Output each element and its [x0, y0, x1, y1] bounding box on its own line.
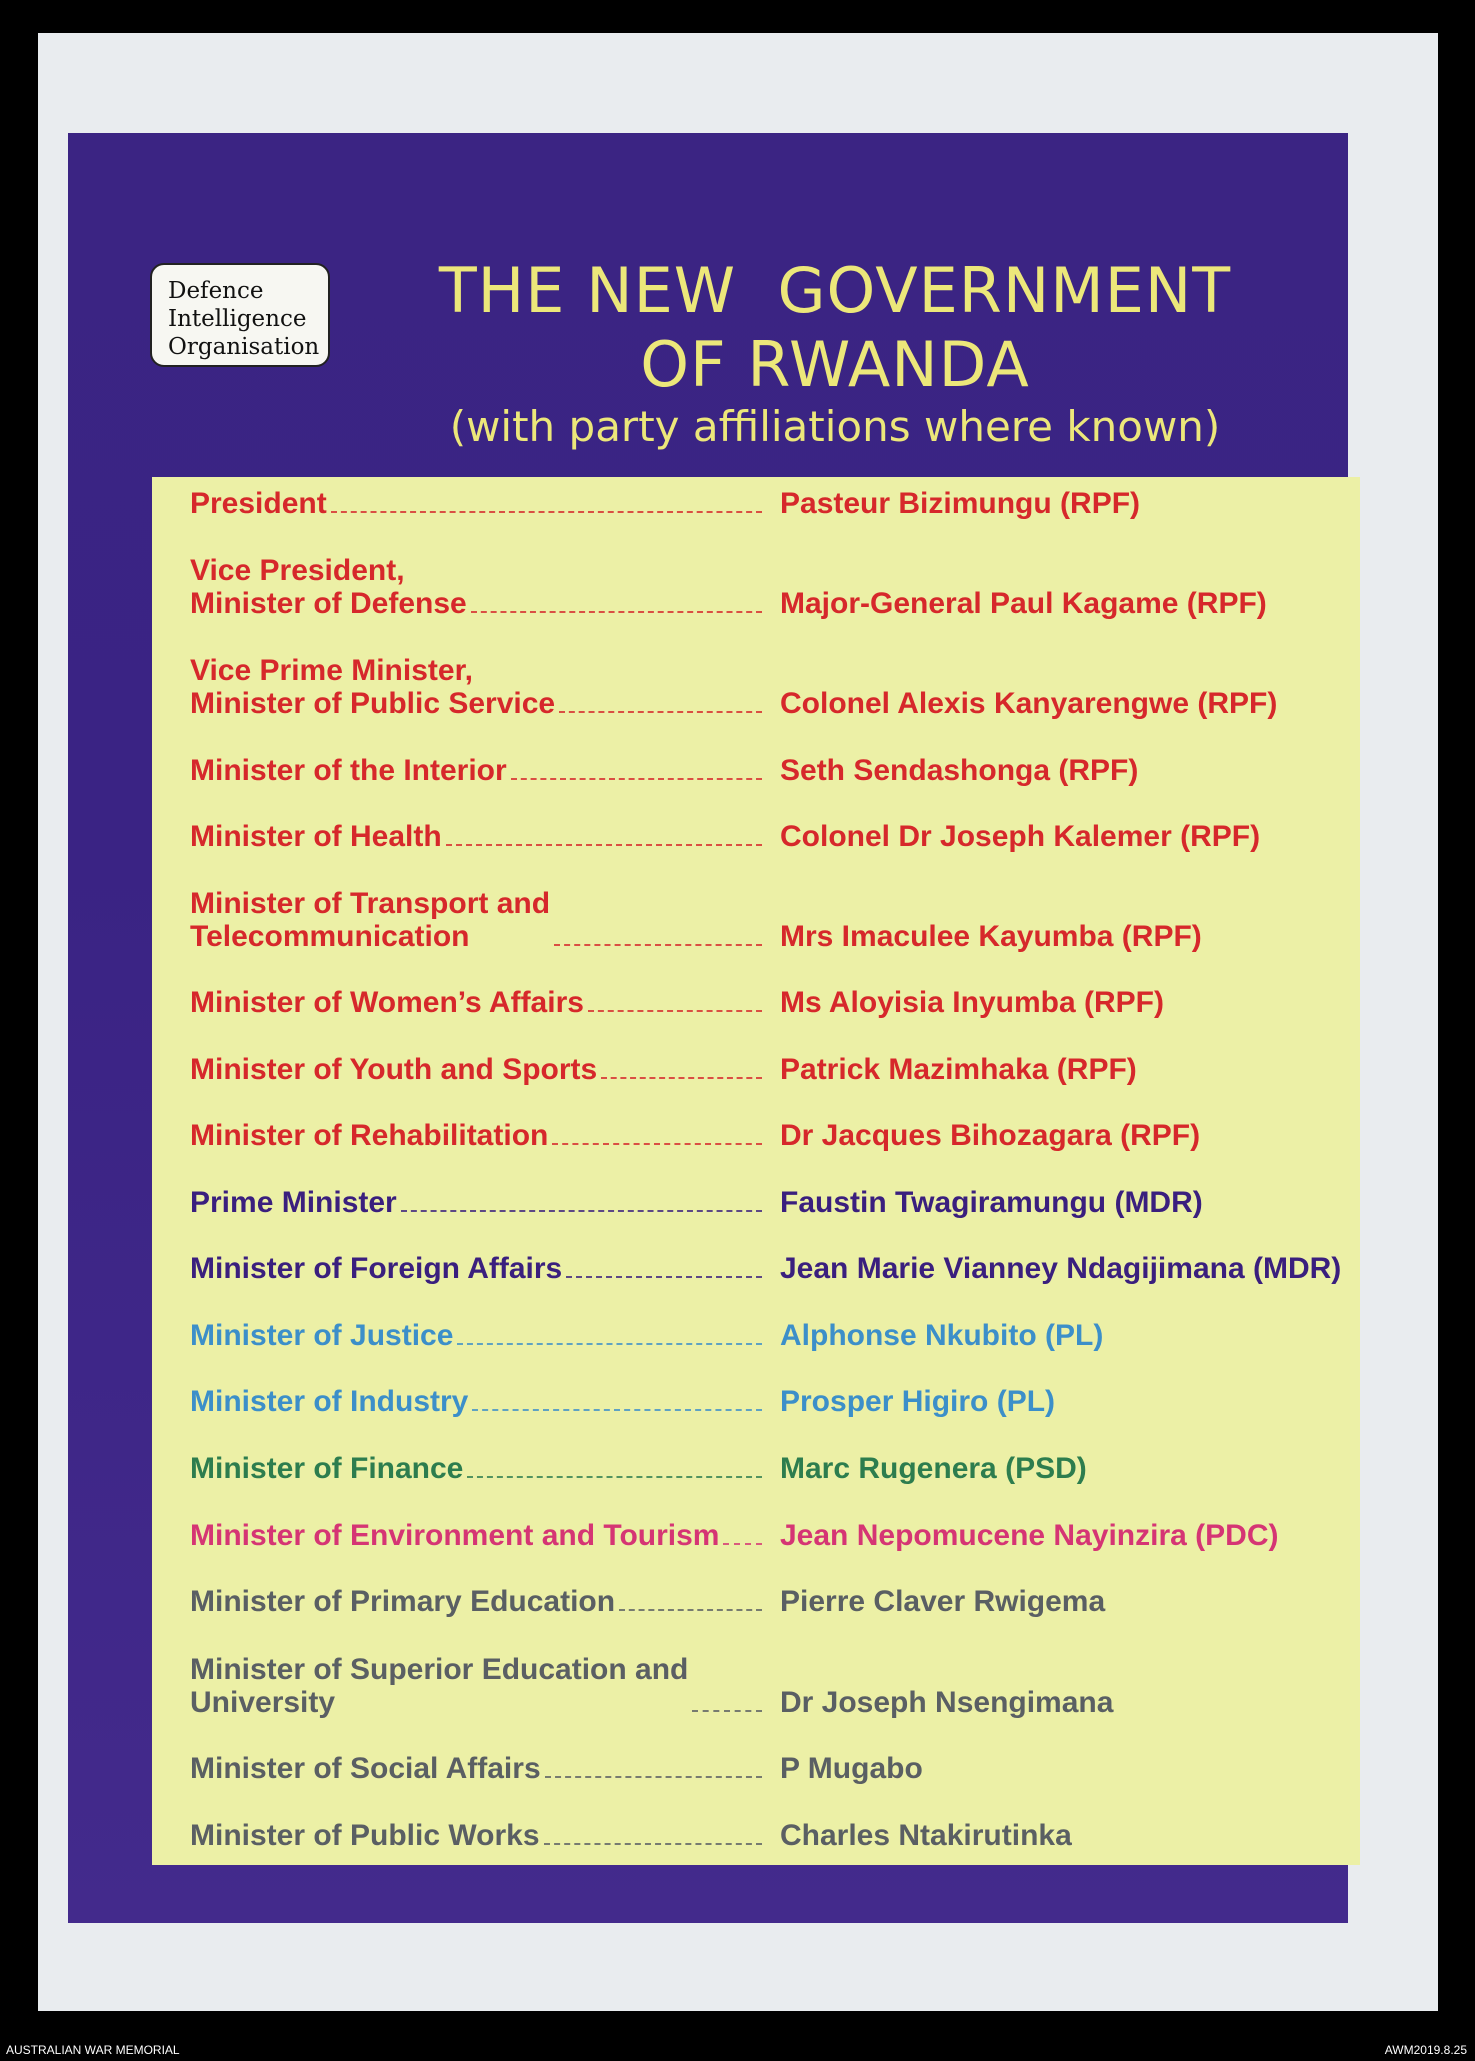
dotted-leader: [457, 1343, 762, 1345]
dotted-leader: [552, 1143, 762, 1145]
minister-row: [190, 1819, 1350, 1852]
title-line-1: THE NEW GOVERNMENT: [438, 254, 1232, 327]
dotted-leader: [467, 1476, 762, 1478]
role-cell: [190, 1452, 770, 1485]
minister-name: Dr Joseph Nsengimana: [780, 1686, 1114, 1719]
role-cell: [190, 1519, 770, 1552]
minister-row: [190, 1519, 1350, 1552]
role-cell: [190, 487, 770, 520]
dotted-leader: [588, 1010, 762, 1012]
role-label: Minister of Primary Education: [190, 1585, 616, 1618]
minister-row: [190, 1653, 1350, 1719]
minister-row: [190, 1252, 1350, 1285]
logo-line-3: Organisation: [168, 334, 320, 360]
minister-name: Mrs Imaculee Kayumba (RPF): [780, 920, 1202, 953]
minister-row: [190, 554, 1350, 620]
role-label: Minister of Environment and Tourism: [190, 1519, 720, 1552]
minister-row: [190, 1452, 1350, 1485]
dotted-leader: [559, 711, 762, 713]
role-label: Minister of Finance: [190, 1452, 464, 1485]
minister-name: Dr Jacques Bihozagara (RPF): [780, 1119, 1201, 1152]
minister-row: [190, 1053, 1350, 1086]
dotted-leader: [446, 844, 762, 846]
role-label: Vice Prime Minister, Minister of Public Service: [190, 654, 556, 720]
role-cell: [190, 654, 770, 720]
page-subtitle: (with party affiliations where known): [449, 402, 1221, 451]
role-cell: [190, 1186, 770, 1219]
role-label: Minister of Social Affairs: [190, 1752, 541, 1785]
minister-row: [190, 1119, 1350, 1152]
role-label: Minister of Women’s Affairs: [190, 986, 584, 1019]
dotted-leader: [544, 1843, 763, 1845]
footer-credit: AUSTRALIAN WAR MEMORIAL: [6, 2043, 180, 2057]
role-label: Minister of Youth and Sports: [190, 1053, 598, 1086]
dotted-leader: [472, 1409, 762, 1411]
minister-name: Colonel Dr Joseph Kalemer (RPF): [780, 820, 1261, 853]
minister-name: Jean Marie Vianney Ndagijimana (MDR): [780, 1252, 1342, 1285]
dotted-leader: [511, 778, 762, 780]
minister-row: [190, 820, 1350, 853]
dotted-leader: [566, 1276, 762, 1278]
dotted-leader: [692, 1710, 762, 1712]
minister-name: P Mugabo: [780, 1752, 923, 1785]
dotted-leader: [471, 611, 762, 613]
role-label: Minister of Health: [190, 820, 442, 853]
minister-name: Major-General Paul Kagame (RPF): [780, 587, 1267, 620]
minister-row: [190, 754, 1350, 787]
title-line-2: OF RWANDA: [640, 328, 1030, 401]
role-label: Minister of Justice: [190, 1319, 454, 1352]
logo-line-2: Intelligence: [168, 306, 307, 332]
minister-row: [190, 654, 1350, 720]
role-cell: [190, 1385, 770, 1418]
role-label: Minister of Transport and Telecommunication: [190, 887, 551, 953]
minister-name: Faustin Twagiramungu (MDR): [780, 1186, 1203, 1219]
role-label: Vice President, Minister of Defense: [190, 554, 467, 620]
minister-name: Ms Aloyisia Inyumba (RPF): [780, 986, 1164, 1019]
minister-row: [190, 887, 1350, 953]
role-cell: [190, 754, 770, 787]
role-cell: [190, 1053, 770, 1086]
role-cell: [190, 1819, 770, 1852]
role-label: President: [190, 487, 327, 520]
dotted-leader: [554, 944, 762, 946]
minister-name: Prosper Higiro (PL): [780, 1385, 1056, 1418]
role-cell: [190, 1653, 770, 1719]
ministers-panel: [152, 477, 1360, 1865]
role-label: Minister of Public Works: [190, 1819, 540, 1852]
minister-name: Colonel Alexis Kanyarengwe (RPF): [780, 687, 1278, 720]
minister-row: [190, 487, 1350, 520]
role-cell: [190, 820, 770, 853]
role-label: Prime Minister: [190, 1186, 397, 1219]
minister-row: [190, 1319, 1350, 1352]
role-cell: [190, 1119, 770, 1152]
minister-name: Pierre Claver Rwigema: [780, 1585, 1106, 1618]
dotted-leader: [723, 1543, 762, 1545]
footer-accession: AWM2019.8.25: [1384, 2043, 1467, 2057]
role-label: Minister of the Interior: [190, 754, 507, 787]
role-label: Minister of Superior Education and University: [190, 1653, 689, 1719]
minister-name: Seth Sendashonga (RPF): [780, 754, 1139, 787]
dotted-leader: [401, 1210, 762, 1212]
minister-row: [190, 1385, 1350, 1418]
role-label: Minister of Foreign Affairs: [190, 1252, 563, 1285]
role-cell: [190, 1752, 770, 1785]
minister-name: Marc Rugenera (PSD): [780, 1452, 1087, 1485]
minister-name: Charles Ntakirutinka: [780, 1819, 1072, 1852]
minister-name: Alphonse Nkubito (PL): [780, 1319, 1104, 1352]
dotted-leader: [331, 511, 762, 513]
dotted-leader: [545, 1776, 762, 1778]
role-cell: [190, 1252, 770, 1285]
minister-row: [190, 1752, 1350, 1785]
role-cell: [190, 1585, 770, 1618]
minister-name: Jean Nepomucene Nayinzira (PDC): [780, 1519, 1279, 1552]
minister-row: [190, 986, 1350, 1019]
role-cell: [190, 887, 770, 953]
dio-logo: [150, 263, 330, 367]
minister-name: Patrick Mazimhaka (RPF): [780, 1053, 1137, 1086]
role-cell: [190, 986, 770, 1019]
logo-line-1: Defence: [168, 278, 264, 304]
minister-name: Pasteur Bizimungu (RPF): [780, 487, 1141, 520]
minister-row: [190, 1585, 1350, 1618]
role-label: Minister of Industry: [190, 1385, 469, 1418]
dotted-leader: [601, 1077, 762, 1079]
page-title: [340, 254, 1330, 402]
role-cell: [190, 554, 770, 620]
role-label: Minister of Rehabilitation: [190, 1119, 549, 1152]
dotted-leader: [619, 1609, 762, 1611]
minister-row: [190, 1186, 1350, 1219]
role-cell: [190, 1319, 770, 1352]
